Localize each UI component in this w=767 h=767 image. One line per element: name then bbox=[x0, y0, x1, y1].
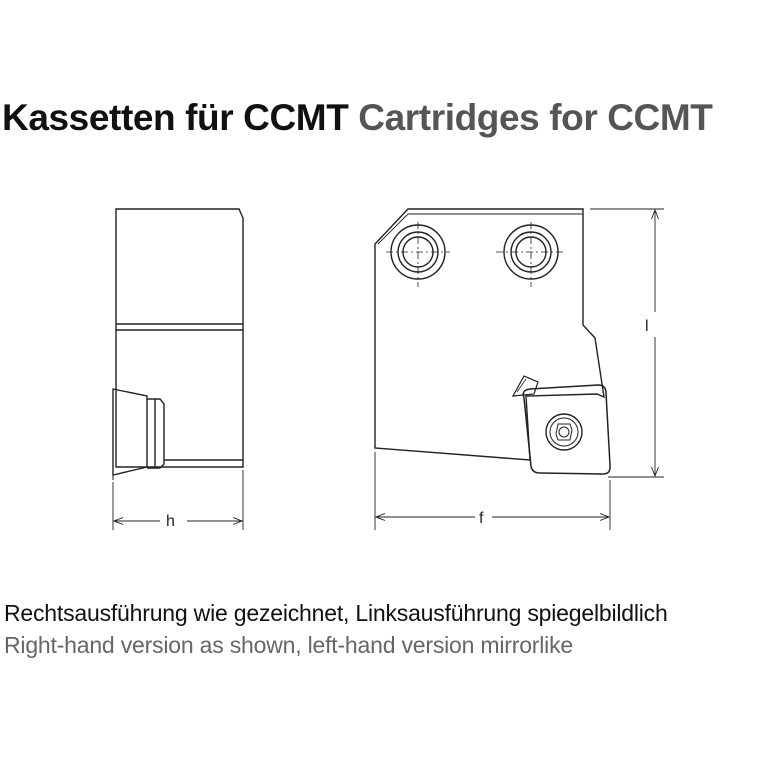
caption-german: Rechtsausführung wie gezeichnet, Linksausführung spiegelbildlich bbox=[4, 600, 668, 626]
title-german: Kassetten für CCMT bbox=[2, 97, 349, 138]
dimension-l-label: l bbox=[645, 318, 649, 335]
dimension-f-label: f bbox=[479, 510, 484, 527]
insert-screw bbox=[546, 414, 582, 450]
title-english: Cartridges for CCMT bbox=[358, 97, 713, 138]
screw-hole-left bbox=[386, 222, 450, 287]
dimension-h-label: h bbox=[166, 513, 175, 530]
screw-hole-right bbox=[496, 222, 566, 287]
side-view-insert bbox=[113, 389, 147, 475]
caption-english: Right-hand version as shown, left-hand version mirrorlike bbox=[4, 632, 573, 658]
dimension-l bbox=[590, 209, 664, 477]
side-view-body bbox=[116, 209, 243, 467]
ccmt-insert bbox=[523, 385, 610, 474]
side-view bbox=[113, 209, 243, 480]
front-view-body bbox=[375, 209, 604, 460]
dimension-f bbox=[375, 452, 610, 530]
front-view bbox=[375, 209, 610, 474]
dimension-h bbox=[113, 470, 243, 530]
clamp-wedge bbox=[513, 376, 538, 396]
